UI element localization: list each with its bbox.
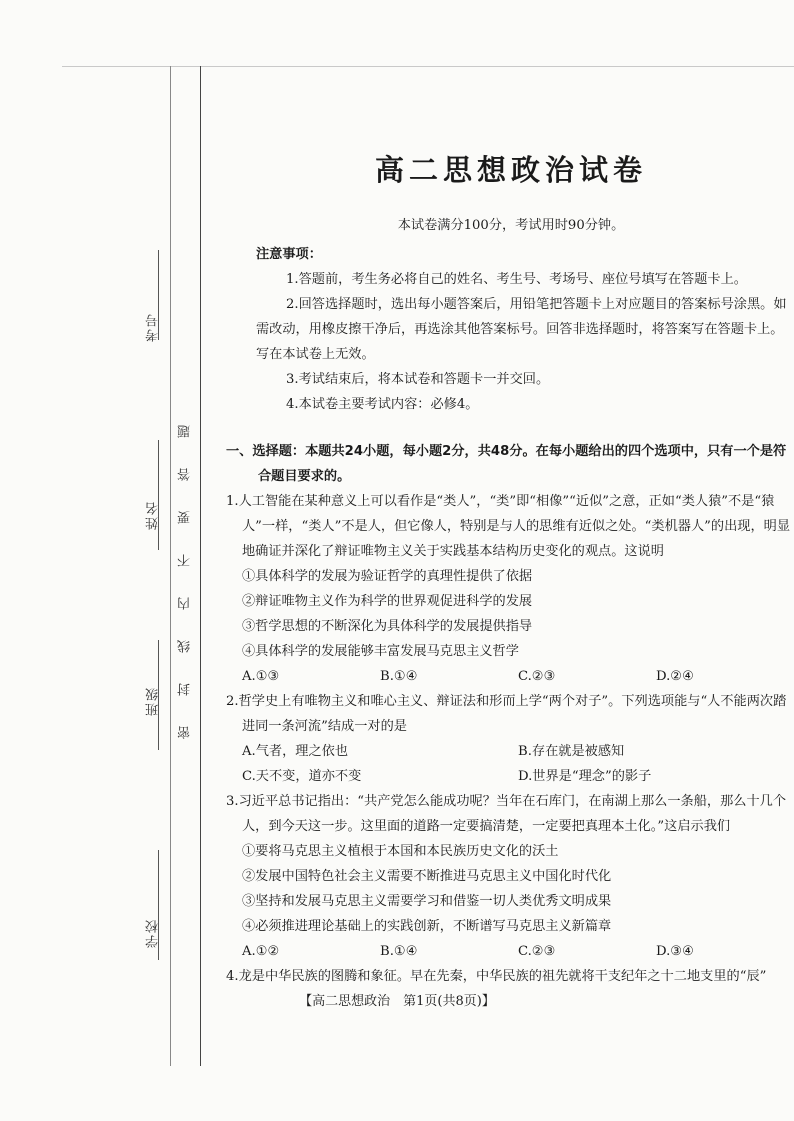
question-2-stem: 2.哲学史上有唯物主义和唯心主义、辩证法和形而上学“两个对子”。下列选项能与“人不能两次踏进同一条河流”结成一对的是 xyxy=(226,694,787,734)
exam-title: 高二思想政治试卷 xyxy=(374,153,647,187)
seal-line-text: 密封线内不要答题 xyxy=(178,395,193,739)
choice-a: A.①③ xyxy=(242,669,280,684)
margin-line-inner xyxy=(200,66,201,1066)
question-3-choices xyxy=(226,939,794,964)
question-3-option: ④必须推进理论基础上的实践创新，不断谱写马克思主义新篇章 xyxy=(242,919,612,934)
note-item: 1.答题前，考生务必将自己的姓名、考生号、考场号、座位号填写在答题卡上。 xyxy=(286,272,747,287)
question-3-option: ②发展中国特色社会主义需要不断推进马克思主义中国化时代化 xyxy=(242,869,612,884)
school-line xyxy=(158,850,159,960)
top-rule xyxy=(62,66,794,67)
choice-b: B.①④ xyxy=(380,944,418,959)
choice-d: D.③④ xyxy=(656,944,694,959)
question-1-option: ③哲学思想的不断深化为具体科学的发展提供指导 xyxy=(242,619,533,634)
question-4-stem: 4.龙是中华民族的图腾和象征。早在先秦，中华民族的祖先就将干支纪年之十二地支里的“辰” xyxy=(226,969,767,984)
question-1-option: ④具体科学的发展能够丰富发展马克思主义哲学 xyxy=(242,644,519,659)
choice-a: A.气者，理之依也 xyxy=(242,744,349,759)
exam-subtitle: 本试卷满分100分，考试用时90分钟。 xyxy=(397,218,625,233)
question-3-stem: 3.习近平总书记指出：“共产党怎么能成功呢？当年在石库门，在南湖上那么一条船，那么十几个人，到今天这一步。这里面的道路一定要搞清楚，一定要把真理本土化。”这启示我们 xyxy=(226,794,787,834)
question-2-choices-row2 xyxy=(226,764,794,789)
choice-c: C.②③ xyxy=(518,944,556,959)
exam-number-label: 考号 xyxy=(146,312,161,342)
note-item: 2.回答选择题时，选出每小题答案后，用铅笔把答题卡上对应题目的答案标号涂黑。如需改动，用橡皮擦干净后，再选涂其他答案标号。回答非选择题时，将答案写在答题卡上。写在本试卷上无效。 xyxy=(256,297,787,362)
choice-a: A.①② xyxy=(242,944,280,959)
question-1-option: ②辩证唯物主义作为科学的世界观促进科学的发展 xyxy=(242,594,533,609)
question-1-option: ①具体科学的发展为验证哲学的真理性提供了依据 xyxy=(242,569,533,584)
name-line xyxy=(158,440,159,550)
question-1-choices xyxy=(226,664,794,689)
question-2-choices-row1 xyxy=(226,739,794,764)
choice-b: B.存在就是被感知 xyxy=(518,744,625,759)
note-item: 3.考试结束后，将本试卷和答题卡一并交回。 xyxy=(286,372,550,387)
section-heading: 一、选择题：本题共24小题，每小题2分，共48分。在每小题给出的四个选项中，只有一个是符合题目要求的。 xyxy=(226,444,787,484)
school-label: 学校 xyxy=(146,918,161,948)
margin-line-outer xyxy=(170,66,171,1066)
choice-d: D.②④ xyxy=(656,669,694,684)
question-3-option: ③坚持和发展马克思主义需要学习和借鉴一切人类优秀文明成果 xyxy=(242,894,612,909)
note-item: 4.本试卷主要考试内容：必修4。 xyxy=(286,397,479,412)
choice-b: B.①④ xyxy=(380,669,418,684)
class-line xyxy=(158,640,159,750)
exam-content xyxy=(226,150,794,989)
name-label: 姓名 xyxy=(146,500,161,530)
exam-number-line xyxy=(158,250,159,340)
page-footer: 【高二思想政治 第1页(共8页)】 xyxy=(299,994,495,1009)
question-3-option: ①要将马克思主义植根于本国和本民族历史文化的沃土 xyxy=(242,844,559,859)
choice-c: C.②③ xyxy=(518,669,556,684)
choice-c: C.天不变，道亦不变 xyxy=(242,769,362,784)
notes-heading: 注意事项： xyxy=(256,247,322,262)
class-label: 班级 xyxy=(146,686,161,716)
question-1-stem: 1.人工智能在某种意义上可以看作是“类人”，“类”即“相像”“近似”之意，正如“类人猿”不是“猿人”一样，“类人”不是人，但它像人，特别是与人的思维有近似之处。“类机器人”的出现，明显地确证并深化了辩证唯物主义关于实践基本结构历史变化的观点。这说明 xyxy=(226,494,791,559)
choice-d: D.世界是“理念”的影子 xyxy=(518,769,652,784)
